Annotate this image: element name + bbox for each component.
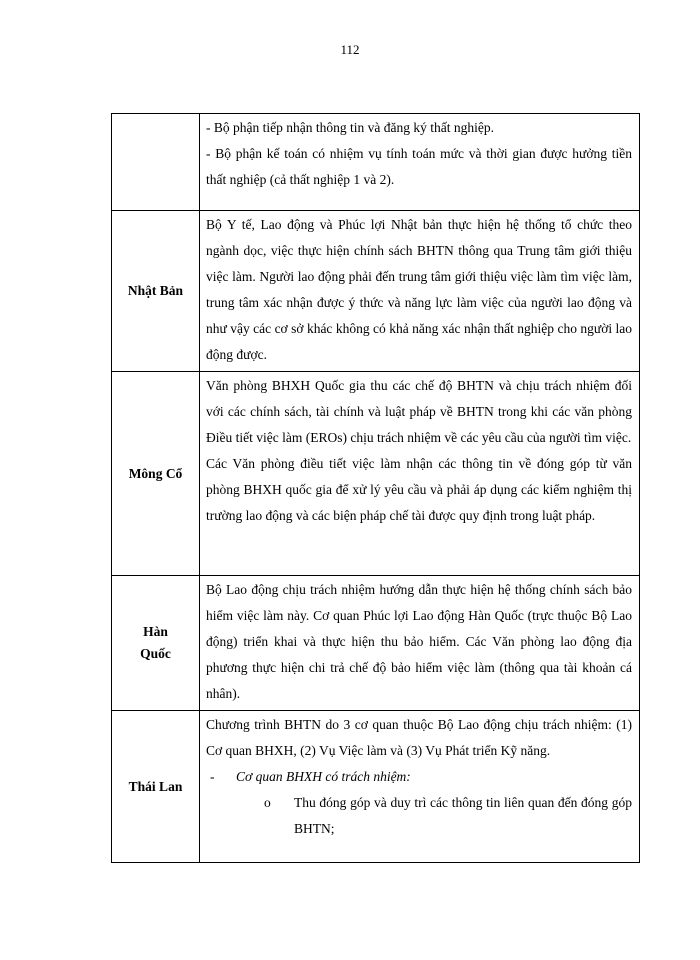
- country-comparison-table: [111, 113, 640, 863]
- sub-bullet-text: Thu đóng góp và duy trì các thông tin liên quan đến đóng góp BHTN;: [294, 795, 632, 836]
- country-cell: [112, 576, 200, 711]
- content-cell: [200, 114, 640, 211]
- content-cell: [200, 211, 640, 372]
- circle-bullet-icon: o: [264, 795, 271, 810]
- country-cell: Mông Cổ: [112, 372, 200, 576]
- dash-marker: -: [210, 769, 215, 784]
- dash-list-item: [206, 764, 632, 790]
- paragraph: - Bộ phận kế toán có nhiệm vụ tính toán mức và thời gian được hưởng tiền thất nghiệp (cả thất nghiệp 1 và 2).: [206, 146, 632, 187]
- dash-item-text: Cơ quan BHXH có trách nhiệm:: [236, 769, 411, 784]
- page-number: 112: [340, 42, 360, 57]
- table-row: [112, 114, 640, 211]
- content-cell: [200, 372, 640, 576]
- paragraph: Các Văn phòng điều tiết việc làm nhận các thông tin về đóng góp từ văn phòng BHXH quốc gia để xử lý yêu cầu và phải áp dụng các kiểm nghiệm thị trường lao động và các biện pháp chế tài được quy định trong luật pháp.: [206, 456, 632, 523]
- country-cell: [112, 114, 200, 211]
- paragraph: Văn phòng BHXH Quốc gia thu các chế độ BHTN và chịu trách nhiệm đối với các chính sách, tài chính và luật pháp về BHTN trong khi các văn phòng Điều tiết việc làm (EROs) chịu trách nhiệm về các yêu cầu của người tìm việc.: [206, 378, 632, 445]
- paragraph: Bộ Y tế, Lao động và Phúc lợi Nhật bản thực hiện hệ thống tổ chức theo ngành dọc, việc thực hiện chính sách BHTN thông qua Trung tâm giới thiệu việc làm. Người lao động phải đến trung tâm giới thiệu việc làm tìm việc làm, trung tâm xác nhận được ý thức và năng lực làm việc của người lao động và như vậy các cơ sở khác không có khả năng xác nhận thất nghiệp cho người lao động được.: [206, 217, 632, 362]
- content-cell: [200, 711, 640, 863]
- country-cell: Nhật Bản: [112, 211, 200, 372]
- country-name-line: Quốc: [140, 646, 171, 661]
- table-row: [112, 711, 640, 863]
- paragraph: Chương trình BHTN do 3 cơ quan thuộc Bộ Lao động chịu trách nhiệm: (1) Cơ quan BHXH, (2) Vụ Việc làm và (3) Vụ Phát triển Kỹ năng.: [206, 717, 632, 758]
- sub-bullet-item: [206, 790, 632, 842]
- table-row: [112, 211, 640, 372]
- content-cell: [200, 576, 640, 711]
- paragraph: Bộ Lao động chịu trách nhiệm hướng dẫn thực hiện hệ thống chính sách bảo hiểm việc làm này. Cơ quan Phúc lợi Lao động Hàn Quốc (trực thuộc Bộ Lao động) triển khai và thực hiện thu bảo hiểm. Các Văn phòng lao động địa phương thực hiện chi trả chế độ bảo hiểm việc làm (thông qua tài khoản cá nhân).: [206, 582, 632, 701]
- table-row: [112, 576, 640, 711]
- paragraph: - Bộ phận tiếp nhận thông tin và đăng ký thất nghiệp.: [206, 120, 494, 135]
- country-name-line: Hàn: [143, 624, 168, 639]
- country-cell: Thái Lan: [112, 711, 200, 863]
- table-row: [112, 372, 640, 576]
